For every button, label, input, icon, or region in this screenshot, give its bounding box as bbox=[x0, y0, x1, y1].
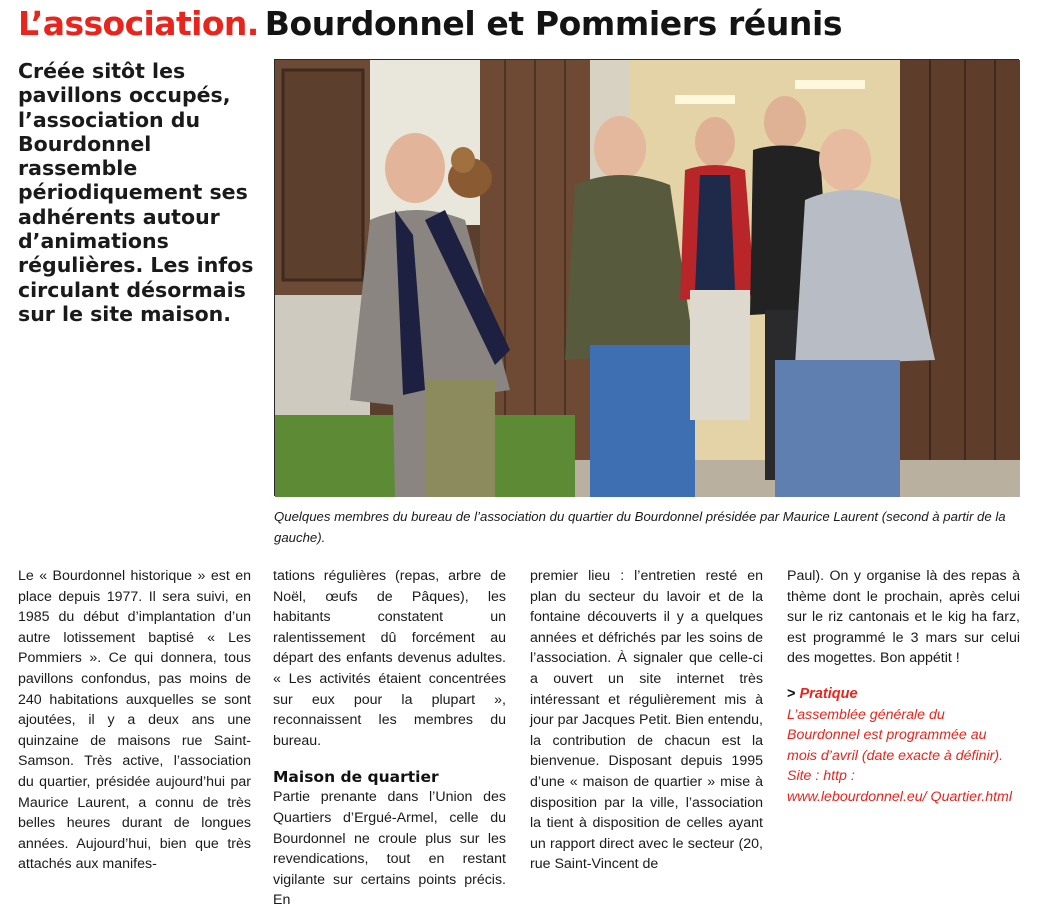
article-column-3 bbox=[530, 566, 763, 875]
headline-kicker: L’association. bbox=[18, 4, 259, 43]
column-3-paragraph: premier lieu : l’entretien resté en plan du secteur du lavoir et de la fontaine découverts il y a quelques années et défrichés par les soins de l’association. À signaler que celle-ci a ouvert un site internet très intéressant et régulièrement mis à jour par Jacques Petit. Bien entendu, la contribution de chacun est la bienvenue. Disposant depuis 1995 d’une « maison de quartier » mise à disposition par la ville, l’association la tient à disposition de celles ayant un rapport direct avec le secteur (20, rue Saint-Vincent de bbox=[530, 568, 763, 873]
pratique-text: L’assemblée générale du Bourdonnel est programmée au mois d’avril (date exacte à définir). bbox=[787, 706, 1004, 764]
article-column-1 bbox=[18, 566, 251, 875]
pratique-heading-label: Pratique bbox=[799, 685, 858, 702]
pratique-url-link[interactable]: www.lebourdonnel.eu/ Quartier.html bbox=[787, 788, 1013, 805]
column-2-paragraph: tations régulières (repas, arbre de Noël, œufs de Pâques), les habitants constatent un ralentissement dû forcément au départ des enfants devenus adultes. « Les activités étaient concentrées sur eux pour la plupart », reconnaissent les membres du bureau. bbox=[273, 568, 506, 749]
section-subhead: Maison de quartier bbox=[273, 768, 439, 787]
pratique-heading bbox=[787, 684, 1020, 705]
column-4-paragraph: Paul). On y organise là des repas à thème dont le prochain, après celui sur le riz cantonais et le kig ha farz, est programmé le 3 mars sur celui des mogettes. Bon appétit ! bbox=[787, 568, 1020, 667]
photo-caption: Quelques membres du bureau de l’association du quartier du Bourdonnel présidée par Maurice Laurent (second à partir de la gauche). bbox=[274, 509, 1006, 545]
headline bbox=[18, 4, 1028, 50]
pratique-arrow: > bbox=[787, 685, 796, 702]
group-photo-illustration bbox=[275, 60, 1020, 497]
lead-paragraph: Créée sitôt les pavillons occupés, l’association du Bourdonnel rassemble périodiquement ses adhérents autour d’animations régulières. Les infos circulant désormais sur le site maison. bbox=[18, 59, 254, 326]
article-column-4 bbox=[787, 566, 1020, 808]
article-column-2 bbox=[273, 566, 506, 911]
pratique-site-label: Site : http : bbox=[787, 768, 855, 785]
column-1-paragraph: Le « Bourdonnel historique » est en place depuis 1977. Il sera suivi, en 1985 du début d’implantation d’un autre lotissement baptisé « Les Pommiers ». Ce qui donnera, tous pavillons confondus, pas moins de 240 habitations auxquelles se sont ajoutées, il y a deux ans une quinzaine de maisons rue Saint-Samson. Très active, l’association du quartier, présidée aujourd’hui par Maurice Laurent, a connu de très belles heures durant de longues années. Aujourd’hui, bien que très attachés aux manifes- bbox=[18, 568, 251, 873]
article-photo bbox=[274, 59, 1019, 496]
column-2-paragraph-2: Partie prenante dans l’Union des Quartiers d’Ergué-Armel, celle du Bourdonnel ne croule plus sur les revendications, tout en restant vigilante sur certains points précis. En bbox=[273, 789, 506, 909]
pratique-box bbox=[787, 684, 1020, 808]
headline-title: Bourdonnel et Pommiers réunis bbox=[264, 4, 843, 43]
